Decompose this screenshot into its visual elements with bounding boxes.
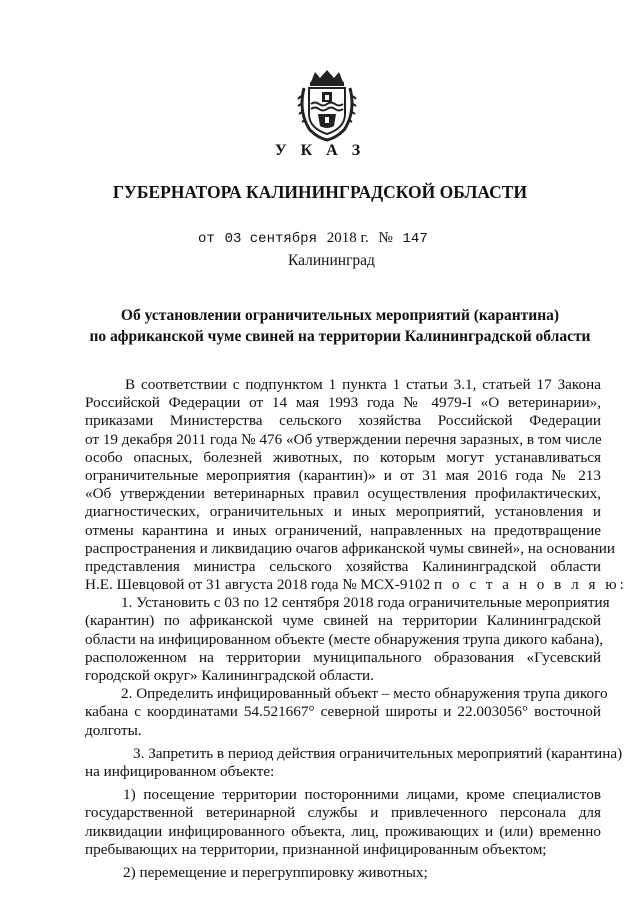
preamble-text: Н.Е. Шевцовой от 31 августа 2018 года № МСХ-9102 — [85, 576, 431, 594]
preamble-line: представления министра сельского хозяйства Калининградской области — [85, 557, 601, 575]
preamble-line: «Об утверждении ветеринарных правил осуществления профилактических, — [85, 485, 601, 503]
item1-line: 1. Установить с 03 по 12 сентября 2018 года ограничительные мероприятия — [121, 594, 610, 612]
decree-number: 147 — [402, 231, 428, 247]
preamble-line: распространения и ликвидацию очагов африканской чумы свиней», на основании — [85, 539, 615, 557]
item2-line: кабана с координатами 54.521667° северной широты и 22.003056° восточной — [85, 703, 601, 721]
preamble-line: приказами Министерства сельского хозяйства Российской Федерации — [85, 412, 601, 430]
issuer-heading: ГУБЕРНАТОРА КАЛИНИНГРАДСКОЙ ОБЛАСТИ — [112, 182, 528, 202]
preamble-line: ограничительные мероприятия (карантин)» и от 31 мая 2016 года № 213 — [85, 466, 601, 484]
decree-year: 2018 г. — [326, 230, 369, 246]
item3-line: на инфицированном объекте: — [85, 762, 275, 780]
decree-title — [60, 305, 620, 347]
decree-city: Калининград — [288, 252, 375, 269]
item1-line: расположенном на территории муниципального образования «Гусевский — [85, 648, 601, 666]
decree-heading: У К А З — [274, 142, 366, 159]
item1-line: (карантин) по африканской чуме свиней на территории Калининградской — [85, 612, 601, 630]
item3-1-line: 1) посещение территории посторонними лицами, кроме специалистов — [123, 786, 601, 804]
decree-title-line: по африканской чуме свиней на территории Калининградской области — [89, 328, 591, 345]
item3-1-line: пребывающих на территории, признанной инфицированным объектом; — [85, 840, 547, 858]
preamble-line — [85, 576, 627, 594]
item1-line: городской округ» Калининградской области. — [85, 667, 374, 684]
decree-verb: п о с т а н о в л я ю: — [434, 576, 627, 594]
item3-1-line: государственной ветеринарной службы и привлеченного персонала для — [85, 804, 601, 822]
item3-2-line: 2) перемещение и перегруппировку животных; — [123, 863, 428, 881]
date-prefix: от — [198, 231, 215, 247]
item2-line: 2. Определить инфицированный объект – место обнаружения трупа дикого — [121, 685, 608, 703]
preamble-line: В соответствии с подпунктом 1 пункта 1 статьи 3.1, статьей 17 Закона — [125, 376, 601, 393]
kaliningrad-coat-of-arms-icon — [296, 68, 358, 142]
preamble-line: Российской Федерации от 14 мая 1993 года № 4979-I «О ветеринарии», — [85, 394, 601, 412]
decree-title-line: Об установлении ограничительных мероприятий (карантина) — [120, 307, 560, 324]
decree-dateline — [198, 230, 428, 247]
decree-date: 03 сентября — [224, 231, 317, 247]
item3-1-line: ликвидации инфицированного объекта, лиц, проживающих и (или) временно — [85, 822, 601, 840]
preamble-line: от 19 декабря 2011 года № 476 «Об утверждении перечня заразных, в том числе — [85, 430, 602, 448]
preamble-line: диагностических, ограничительных и иных мероприятий, установления и — [85, 503, 601, 521]
decree-body — [85, 376, 627, 882]
preamble-line: отмены карантина и иных ограничений, направленных на предотвращение — [85, 521, 601, 539]
item3-line: 3. Запретить в период действия ограничительных мероприятий (карантина) — [133, 744, 623, 762]
item1-line: области на инфицированном объекте (месте обнаружения трупа дикого кабана), — [85, 630, 604, 648]
number-sign: № — [378, 230, 393, 246]
item2-line: долготы. — [85, 721, 142, 739]
preamble-line: особо опасных, болезней животных, по которым могут устанавливаться — [85, 448, 601, 466]
